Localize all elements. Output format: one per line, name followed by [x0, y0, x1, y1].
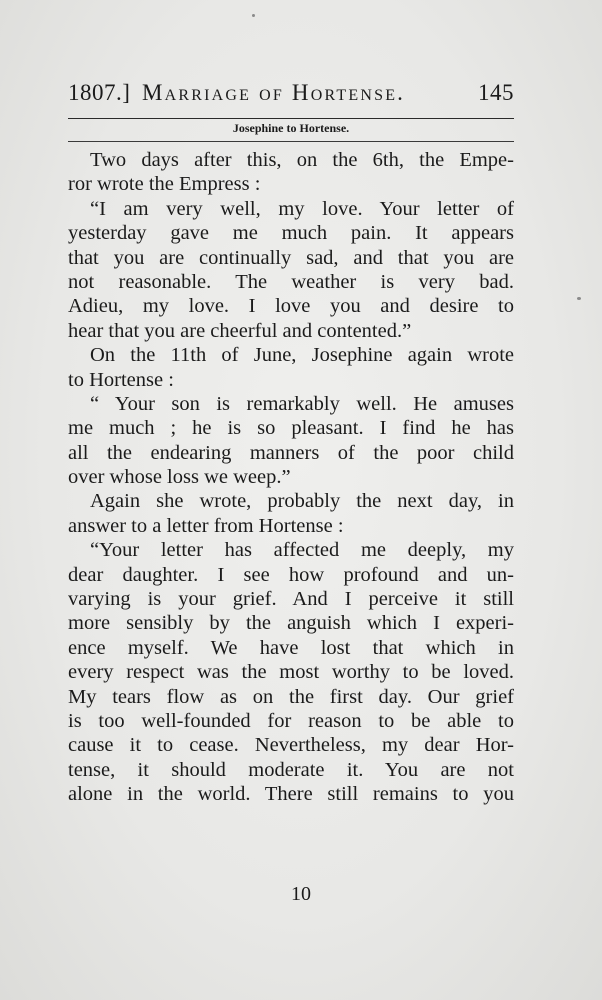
text-line: not reasonable. The weather is very bad.	[68, 270, 514, 293]
running-head	[68, 80, 514, 110]
subhead-rule	[68, 141, 514, 142]
text-line: Adieu, my love. I love you and desire to	[68, 295, 514, 318]
text-line: “ Your son is remarkably well. He amuses	[90, 392, 514, 415]
running-head-title: Marriage of Hortense.	[142, 80, 406, 105]
signature-mark: 10	[291, 883, 311, 905]
text-line: is too well-founded for reason to be able to	[68, 709, 514, 732]
section-subhead: Josephine to Hortense.	[232, 121, 350, 135]
text-line: that you are continually sad, and that you are	[68, 246, 514, 269]
text-line: My tears flow as on the first day. Our grief	[68, 685, 514, 708]
text-line: Two days after this, on the 6th, the Empe-	[90, 149, 514, 171]
text-line: ror wrote the Empress :	[68, 173, 261, 196]
text-line: “I am very well, my love. Your letter of	[90, 197, 514, 220]
text-line: dear daughter. I see how profound and un-	[68, 563, 514, 586]
text-line: Again she wrote, probably the next day, in	[90, 490, 514, 513]
text-line: ence myself. We have lost that which in	[68, 636, 514, 659]
text-line: answer to a letter from Hortense :	[68, 514, 344, 537]
header-rule	[68, 118, 514, 119]
text-line: cause it to cease. Nevertheless, my dear Hor-	[68, 734, 514, 757]
text-line: tense, it should moderate it. You are not	[68, 758, 514, 781]
text-line: “Your letter has affected me deeply, my	[90, 539, 514, 562]
text-line: alone in the world. There still remains to you	[68, 783, 514, 806]
paper-speck	[252, 14, 255, 17]
text-line: varying is your grief. And I perceive it still	[68, 588, 514, 611]
text-line: me much ; he is so pleasant. I find he has	[68, 417, 514, 440]
page-number: 145	[478, 80, 514, 105]
text-line: yesterday gave me much pain. It appears	[68, 222, 514, 245]
body-text	[68, 148, 514, 807]
text-line: hear that you are cheerful and contented.”	[68, 319, 412, 342]
text-line: all the endearing manners of the poor child	[68, 441, 514, 464]
text-line: more sensibly by the anguish which I experi-	[68, 612, 514, 635]
text-line: On the 11th of June, Josephine again wrote	[90, 344, 514, 367]
text-line: over whose loss we weep.”	[68, 466, 291, 489]
running-head-year: 1807.]	[68, 80, 131, 105]
paper-speck	[577, 297, 581, 300]
text-line: to Hortense :	[68, 368, 174, 391]
text-line: every respect was the most worthy to be loved.	[68, 661, 514, 684]
